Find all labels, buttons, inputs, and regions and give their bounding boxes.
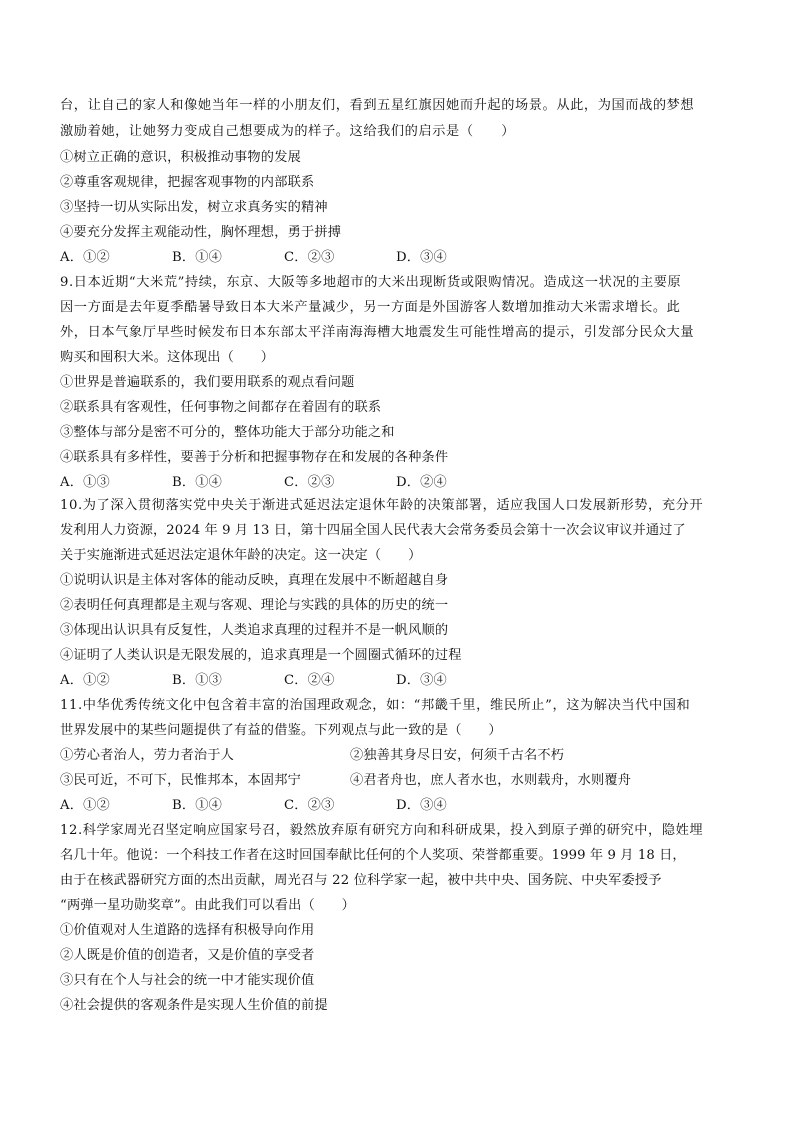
- q10-option-a[interactable]: A．①②: [60, 673, 110, 688]
- q8-statement-2: ②尊重客观规律，把握客观事物的内部联系: [60, 175, 315, 190]
- q8-stem-line: 激励着她，让她努力变成自己想要成为的样子。这给我们的启示是（ ）: [60, 124, 515, 139]
- q9-stem-line: 9.日本近期“大米荒”持续，东京、大阪等多地超市的大米出现断货或限购情况。造成这一状况的主要原: [60, 275, 682, 290]
- q8-options: [60, 248, 740, 268]
- q8-statement-1: ①树立正确的意识，积极推动事物的发展: [60, 150, 301, 165]
- q8-option-d[interactable]: D．③④: [396, 250, 447, 265]
- q11-option-b[interactable]: B．①④: [172, 798, 223, 813]
- q11-statement-4: ④君者舟也，庶人者水也，水则载舟，水则覆舟: [350, 773, 632, 788]
- q12-stem-line: “两弹一星功勋奖章”。由此我们可以看出（ ）: [60, 898, 356, 913]
- q8-option-c[interactable]: C．②③: [284, 250, 335, 265]
- q9-statement-3: ③整体与部分是密不可分的，整体功能大于部分功能之和: [60, 425, 395, 440]
- q10-statement-2: ②表明任何真理都是主观与客观、理论与实践的具体的历史的统一: [60, 598, 449, 613]
- q11-statement-1: ①劳心者治人，劳力者治于人: [60, 748, 235, 763]
- q9-statement-4: ④联系具有多样性，要善于分析和把握事物存在和发展的各种条件: [60, 450, 449, 465]
- q11-option-c[interactable]: C．②③: [284, 798, 335, 813]
- q9-option-b[interactable]: B．①④: [172, 475, 223, 490]
- q9-option-c[interactable]: C．②③: [284, 475, 335, 490]
- q10-option-d[interactable]: D．③④: [396, 673, 447, 688]
- q9-options: [60, 473, 740, 493]
- q12-stem-line: 名几十年。他说：一个科技工作者在这时回国奉献比任何的个人奖项、荣誉都重要。1999 年 9 月 18 日，: [60, 848, 686, 863]
- q9-statement-1: ①世界是普遍联系的，我们要用联系的观点看问题: [60, 375, 355, 390]
- q8-statement-3: ③坚持一切从实际出发，树立求真务实的精神: [60, 200, 328, 215]
- q9-option-a[interactable]: A．①③: [60, 475, 110, 490]
- q9-option-d[interactable]: D．②④: [396, 475, 447, 490]
- q12-statement-2: ②人既是价值的创造者，又是价值的享受者: [60, 948, 315, 963]
- q11-option-a[interactable]: A．①②: [60, 798, 110, 813]
- q8-statement-4: ④要充分发挥主观能动性，胸怀理想，勇于拼搏: [60, 225, 342, 240]
- q10-statement-1: ①说明认识是主体对客体的能动反映，真理在发展中不断超越自身: [60, 573, 449, 588]
- q11-statement-2: ②独善其身尽日安，何须千古名不朽: [350, 748, 565, 763]
- q9-stem-line: 外，日本气象厅早些时候发布日本东部太平洋南海海槽大地震发生可能性增高的提示，引发部分民众大量: [60, 325, 695, 340]
- q12-stem-line: 由于在核武器研究方面的杰出贡献，周光召与 22 位科学家一起，被中共中央、国务院、中央军委授予: [60, 873, 662, 888]
- q9-statement-2: ②联系具有客观性，任何事物之间都存在着固有的联系: [60, 400, 382, 415]
- q8-option-a[interactable]: A．①②: [60, 250, 110, 265]
- q11-statement-row: [60, 771, 740, 791]
- q9-stem-line: 因一方面是去年夏季酷暑导致日本大米产量减少，另一方面是外国游客人数增加推动大米需求增长。此: [60, 300, 681, 315]
- q10-stem-line: 发利用人力资源，2024 年 9 月 13 日，第十四届全国人民代表大会常务委员会第十一次会议审议并通过了: [60, 523, 686, 538]
- q11-stem-line: 世界发展中的某些问题提供了有益的借鉴。下列观点与此一致的是（ ）: [60, 723, 502, 738]
- q11-statement-row: [60, 746, 740, 766]
- q8-stem-line: 台，让自己的家人和像她当年一样的小朋友们，看到五星红旗因她而升起的场景。从此，为国而战的梦想: [60, 98, 695, 113]
- q12-statement-4: ④社会提供的客观条件是实现人生价值的前提: [60, 998, 328, 1013]
- q10-stem-line: 关于实施渐进式延迟法定退休年龄的决定。这一决定（ ）: [60, 548, 422, 563]
- q10-stem-line: 10.为了深入贯彻落实党中央关于渐进式延迟法定退休年龄的决策部署，适应我国人口发展新形势，充分开: [60, 498, 704, 513]
- q12-statement-1: ①价值观对人生道路的选择有积极导向作用: [60, 923, 315, 938]
- q12-statement-3: ③只有在个人与社会的统一中才能实现价值: [60, 973, 315, 988]
- q10-option-b[interactable]: B．①③: [172, 673, 223, 688]
- q11-option-d[interactable]: D．③④: [396, 798, 447, 813]
- q10-options: [60, 671, 740, 691]
- q8-option-b[interactable]: B．①④: [172, 250, 223, 265]
- q12-stem-line: 12.科学家周光召坚定响应国家号召，毅然放弃原有研究方向和科研成果，投入到原子弹的研究中，隐姓埋: [60, 823, 704, 838]
- q11-options: [60, 796, 740, 816]
- q10-option-c[interactable]: C．②④: [284, 673, 335, 688]
- q11-stem-line: 11.中华优秀传统文化中包含着丰富的治国理政观念，如：“邦畿千里，维民所止”，这为解决当代中国和: [60, 698, 691, 713]
- q9-stem-line: 购买和囤积大米。这体现出（ ）: [60, 350, 275, 365]
- q10-statement-3: ③体现出认识具有反复性，人类追求真理的过程并不是一帆风顺的: [60, 623, 449, 638]
- q10-statement-4: ④证明了人类认识是无限发展的，追求真理是一个圆圈式循环的过程: [60, 648, 462, 663]
- q11-statement-3: ③民可近，不可下，民惟邦本，本固邦宁: [60, 773, 301, 788]
